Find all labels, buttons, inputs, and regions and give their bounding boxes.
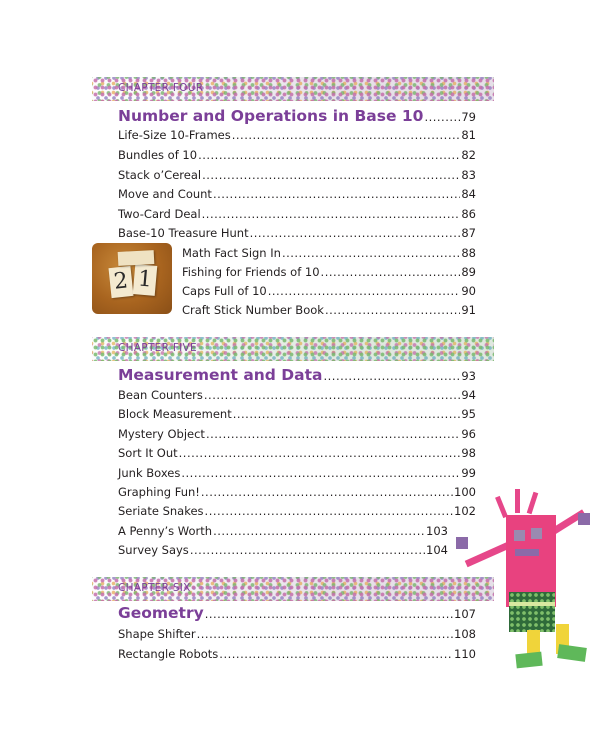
dot-leader [201, 485, 453, 499]
page-number: 102 [454, 504, 476, 518]
entry-title: Move and Count [118, 187, 212, 201]
toc-entry[interactable] [118, 647, 476, 661]
page-number: 103 [426, 524, 448, 538]
entry-title: Mystery Object [118, 427, 205, 441]
toc-entry[interactable] [118, 485, 476, 499]
toc-entry[interactable] [118, 504, 476, 518]
entry-title: Shape Shifter [118, 627, 196, 641]
robot-foot [515, 652, 542, 669]
toc-entry[interactable] [118, 407, 476, 421]
page-number: 91 [461, 303, 476, 317]
dot-leader [219, 647, 453, 661]
page-number: 84 [461, 187, 476, 201]
page-number: 89 [461, 265, 476, 279]
entry-title: Stack o’Cereal [118, 168, 202, 182]
entry-title: Bundles of 10 [118, 148, 198, 162]
number-cards-photo [92, 243, 172, 314]
entry-title: Caps Full of 10 [182, 284, 267, 298]
dot-leader [324, 367, 461, 385]
dot-leader [202, 168, 460, 182]
chapter-label: CHAPTER FIVE [118, 342, 197, 354]
toc-entry[interactable] [182, 246, 476, 260]
toc-entry[interactable] [118, 427, 476, 441]
dot-leader [198, 148, 460, 162]
toc-entry[interactable] [182, 303, 476, 317]
dot-leader [282, 246, 460, 260]
chapter-title: Geometry [118, 604, 204, 622]
chapter-heading[interactable] [118, 107, 476, 126]
dot-leader [325, 303, 460, 317]
robot-belt [509, 592, 555, 632]
page-number: 93 [461, 369, 476, 383]
robot-arm-left [465, 541, 512, 567]
entry-title: Seriate Snakes [118, 504, 204, 518]
page-number: 104 [426, 543, 448, 557]
page-number: 87 [461, 226, 476, 240]
chapter-band [92, 77, 494, 101]
entry-title: Life-Size 10-Frames [118, 128, 231, 142]
dot-leader [233, 407, 461, 421]
toc-entry[interactable] [118, 187, 476, 201]
number-card: 1 [133, 264, 158, 296]
page-number: 86 [461, 207, 476, 221]
robot-hand-left [456, 537, 468, 549]
robot-mouth [515, 549, 539, 556]
page-number: 108 [454, 627, 476, 641]
toc-entry[interactable] [118, 207, 476, 221]
dot-leader [213, 524, 425, 538]
toc-entry[interactable] [118, 226, 476, 240]
entry-title: Sort It Out [118, 446, 178, 460]
robot-foot [557, 644, 587, 662]
entry-title: Survey Says [118, 543, 189, 557]
dot-leader [205, 504, 454, 518]
entry-title: Bean Counters [118, 388, 203, 402]
robot-eye [531, 528, 542, 539]
dot-leader [232, 128, 461, 142]
page-number: 95 [461, 407, 476, 421]
dot-leader [321, 265, 461, 279]
toc-entry[interactable] [118, 627, 476, 641]
number-card: 2 [108, 266, 133, 298]
page-number: 99 [461, 466, 476, 480]
dot-leader [268, 284, 461, 298]
entry-title: Rectangle Robots [118, 647, 219, 661]
page-number: 98 [461, 446, 476, 460]
dot-leader [206, 427, 460, 441]
page-number: 82 [461, 148, 476, 162]
page-number: 96 [461, 427, 476, 441]
robot-antenna [515, 489, 520, 513]
page-number: 83 [461, 168, 476, 182]
entry-title: A Penny’s Worth [118, 524, 213, 538]
entry-title: Craft Stick Number Book [182, 303, 324, 317]
toc-entry[interactable] [118, 524, 448, 538]
dot-leader [424, 108, 460, 126]
toc-entry[interactable] [118, 388, 476, 402]
entry-title: Math Fact Sign In [182, 246, 281, 260]
robot-belt-stripe [509, 602, 555, 606]
chapter-label: CHAPTER SIX [118, 582, 191, 594]
entry-title: Two-Card Deal [118, 207, 201, 221]
page-number: 94 [461, 388, 476, 402]
toc-entry[interactable] [118, 466, 476, 480]
toc-entry[interactable] [118, 148, 476, 162]
page-number: 88 [461, 246, 476, 260]
entry-title: Fishing for Friends of 10 [182, 265, 320, 279]
page-number: 110 [454, 647, 476, 661]
chapter-band [92, 577, 494, 601]
toc-entry[interactable] [118, 543, 448, 557]
page-number: 100 [454, 485, 476, 499]
entry-title: Junk Boxes [118, 466, 181, 480]
dot-leader [179, 446, 461, 460]
dot-leader [202, 207, 461, 221]
entry-title: Block Measurement [118, 407, 232, 421]
chapter-label: CHAPTER FOUR [118, 82, 204, 94]
toc-entry[interactable] [118, 168, 476, 182]
robot-eye [514, 530, 525, 541]
toc-entry[interactable] [182, 284, 476, 298]
page-number: 81 [461, 128, 476, 142]
chapter-title: Number and Operations in Base 10 [118, 107, 424, 125]
page-number: 107 [454, 607, 476, 621]
chapter-title: Measurement and Data [118, 366, 323, 384]
dot-leader [204, 388, 460, 402]
entry-title: Graphing Fun! [118, 485, 200, 499]
chapter-band [92, 337, 494, 361]
toc-entry[interactable] [182, 265, 476, 279]
dot-leader [181, 466, 460, 480]
chapter-heading[interactable] [118, 366, 476, 385]
dot-leader [205, 605, 453, 623]
toc-entry[interactable] [118, 128, 476, 142]
robot-antenna [527, 492, 539, 514]
toc-entry[interactable] [118, 446, 476, 460]
card-flap [118, 250, 155, 266]
chapter-heading[interactable] [118, 604, 476, 623]
dot-leader [213, 187, 460, 201]
dot-leader [250, 226, 461, 240]
robot-hand-right [578, 513, 590, 525]
entry-title: Base-10 Treasure Hunt [118, 226, 249, 240]
page-number: 90 [461, 284, 476, 298]
dot-leader [197, 627, 453, 641]
page-number: 79 [461, 110, 476, 124]
dot-leader [190, 543, 425, 557]
